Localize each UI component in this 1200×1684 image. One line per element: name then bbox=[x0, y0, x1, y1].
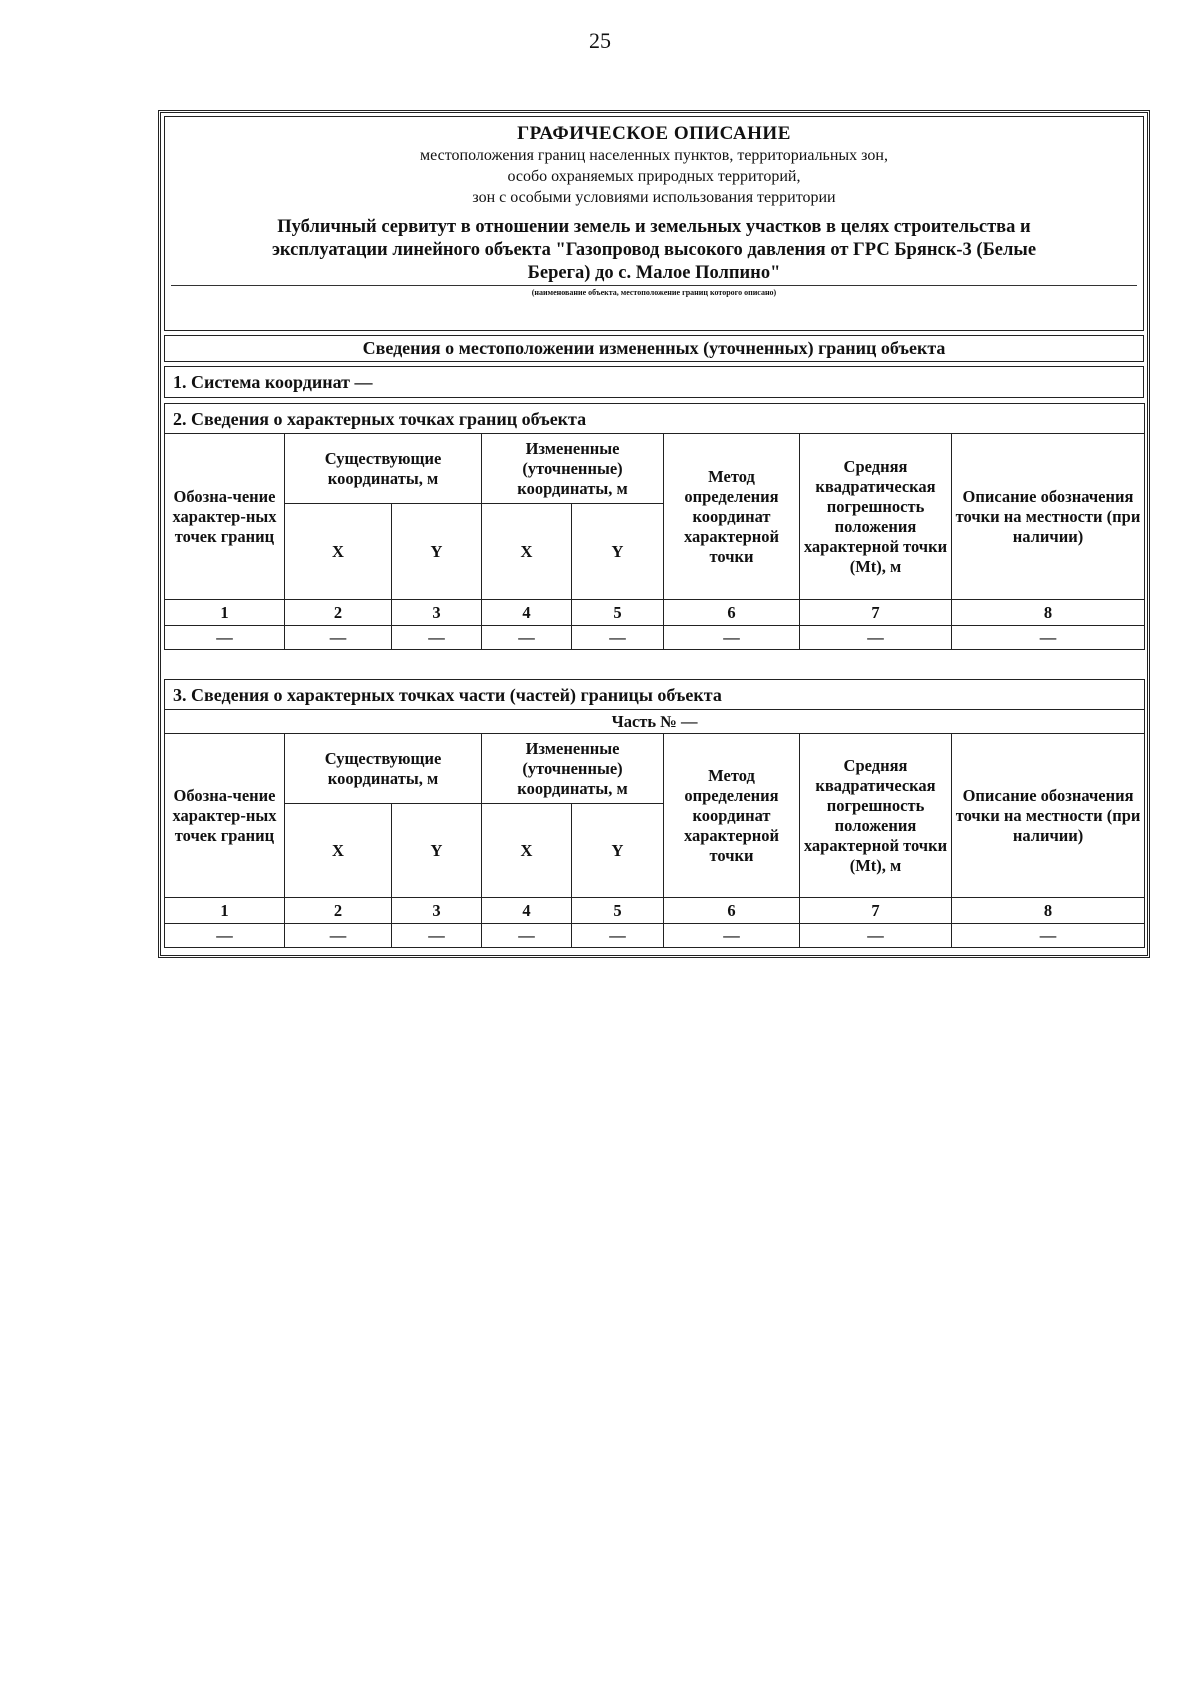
document-header bbox=[164, 116, 1144, 331]
column-number: 4 bbox=[482, 898, 572, 924]
table-cell: — bbox=[165, 626, 285, 650]
column-number: 5 bbox=[572, 898, 664, 924]
document-frame bbox=[158, 110, 1150, 958]
object-name bbox=[183, 216, 1125, 285]
subtitle-line-3: зон с особыми условиями использования территории bbox=[472, 189, 836, 206]
column-number: 7 bbox=[800, 600, 952, 626]
table-cell: — bbox=[664, 626, 800, 650]
object-line-2: эксплуатации линейного объекта "Газопровод высокого давления от ГРС Брянск-3 (Белые bbox=[271, 240, 1037, 260]
col-header-error: Средняя квадратическая погрешность положения характерной точки (Mt), м bbox=[800, 734, 952, 898]
col-header-existing-coords: Существующие координаты, м bbox=[285, 434, 482, 504]
column-number: 8 bbox=[952, 600, 1145, 626]
col-header-error: Средняя квадратическая погрешность положения характерной точки (Mt), м bbox=[800, 434, 952, 600]
column-number: 4 bbox=[482, 600, 572, 626]
table-cell: — bbox=[664, 924, 800, 948]
column-number-row bbox=[165, 898, 1145, 924]
section2-title[interactable]: 2. Сведения о характерных точках границ объекта bbox=[165, 404, 1145, 434]
object-note: (наименование объекта, местоположение границ которого описано) bbox=[531, 288, 777, 297]
part-number-field[interactable]: Часть № — bbox=[165, 710, 1145, 734]
section-title: Сведения о местоположении измененных (уточненных) границ объекта bbox=[164, 335, 1144, 362]
table-cell: — bbox=[952, 924, 1145, 948]
col-header-existing-x: X bbox=[285, 504, 392, 600]
column-number: 6 bbox=[664, 600, 800, 626]
subtitle-line-1: местоположения границ населенных пунктов, территориальных зон, bbox=[420, 147, 888, 164]
col-header-method: Метод определения координат характерной точки bbox=[664, 434, 800, 600]
column-number: 2 bbox=[285, 600, 392, 626]
table-cell: — bbox=[392, 924, 482, 948]
column-number: 3 bbox=[392, 898, 482, 924]
col-header-method: Метод определения координат характерной точки bbox=[664, 734, 800, 898]
subtitle-line-2: особо охраняемых природных территорий, bbox=[507, 168, 801, 185]
col-header-existing-coords: Существующие координаты, м bbox=[285, 734, 482, 804]
table-cell: — bbox=[482, 924, 572, 948]
table-cell: — bbox=[572, 924, 664, 948]
col-header-changed-x: X bbox=[482, 804, 572, 898]
object-line-3: Берега) до с. Малое Полпино" bbox=[527, 263, 781, 283]
column-number: 1 bbox=[165, 600, 285, 626]
table-cell: — bbox=[165, 924, 285, 948]
col-header-point-designation: Обозна-чение характер-ных точек границ bbox=[165, 434, 285, 600]
col-header-description: Описание обозначения точки на местности (при наличии) bbox=[952, 434, 1145, 600]
column-number: 8 bbox=[952, 898, 1145, 924]
col-header-changed-y: Y bbox=[572, 504, 664, 600]
col-header-point-designation: Обозна-чение характер-ных точек границ bbox=[165, 734, 285, 898]
part-boundary-points-table bbox=[164, 679, 1145, 948]
table-cell: — bbox=[572, 626, 664, 650]
object-line-1: Публичный сервитут в отношении земель и земельных участков в целях строительства и bbox=[277, 217, 1031, 237]
column-number: 2 bbox=[285, 898, 392, 924]
column-number: 3 bbox=[392, 600, 482, 626]
document-title: ГРАФИЧЕСКОЕ ОПИСАНИЕ bbox=[517, 123, 791, 144]
col-header-existing-x: X bbox=[285, 804, 392, 898]
col-header-changed-y: Y bbox=[572, 804, 664, 898]
column-number: 5 bbox=[572, 600, 664, 626]
column-number-row bbox=[165, 600, 1145, 626]
object-underline bbox=[171, 285, 1137, 286]
table-cell: — bbox=[285, 626, 392, 650]
col-header-existing-y: Y bbox=[392, 804, 482, 898]
table-cell: — bbox=[800, 626, 952, 650]
column-number: 7 bbox=[800, 898, 952, 924]
col-header-existing-y: Y bbox=[392, 504, 482, 600]
column-number: 6 bbox=[664, 898, 800, 924]
coordinate-system-row: 1. Система координат — bbox=[164, 366, 1144, 398]
table-cell: — bbox=[952, 626, 1145, 650]
col-header-changed-x: X bbox=[482, 504, 572, 600]
table-row bbox=[165, 626, 1145, 650]
col-header-description: Описание обозначения точки на местности (при наличии) bbox=[952, 734, 1145, 898]
section3-title[interactable]: 3. Сведения о характерных точках части (частей) границы объекта bbox=[165, 680, 1145, 710]
column-number: 1 bbox=[165, 898, 285, 924]
table-row bbox=[165, 924, 1145, 948]
col-header-changed-coords: Измененные (уточненные) координаты, м bbox=[482, 434, 664, 504]
table-cell: — bbox=[285, 924, 392, 948]
col-header-changed-coords: Измененные (уточненные) координаты, м bbox=[482, 734, 664, 804]
table-cell: — bbox=[482, 626, 572, 650]
page-number: 25 bbox=[589, 28, 611, 53]
boundary-points-table bbox=[164, 403, 1145, 650]
table-cell: — bbox=[800, 924, 952, 948]
table-cell: — bbox=[392, 626, 482, 650]
